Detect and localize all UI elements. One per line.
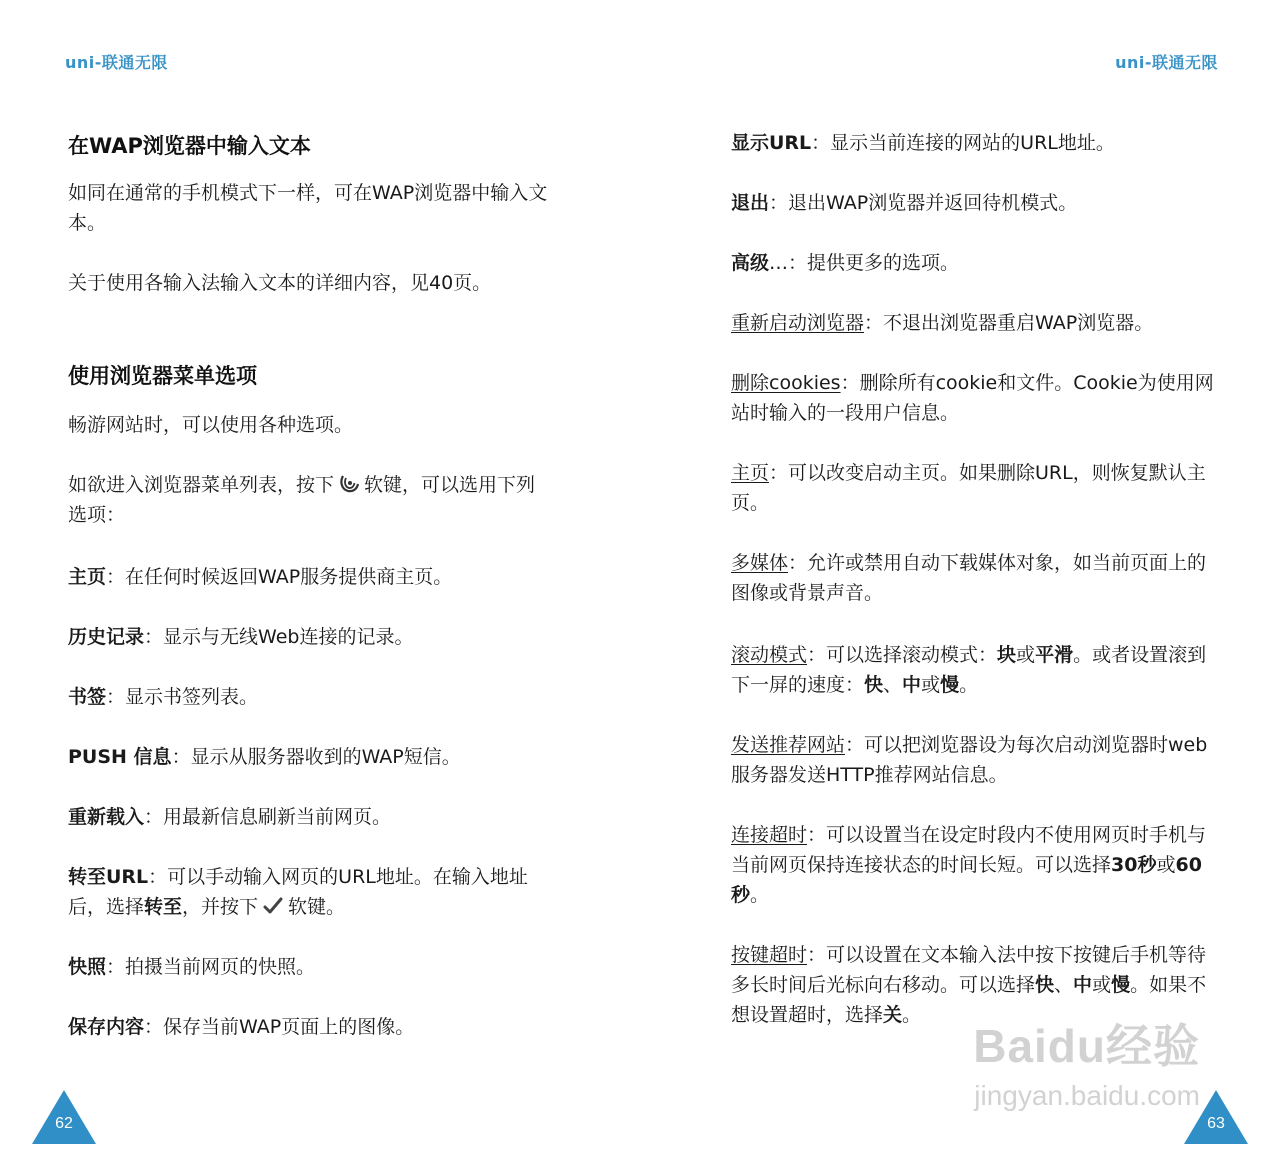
page-number: 63: [1207, 1115, 1225, 1132]
item-option: 慢: [940, 674, 960, 696]
item-desc: 。或者设置滚到下一屏的速度：: [731, 644, 1207, 696]
section-heading-text-input: 在WAP浏览器中输入文本: [68, 134, 311, 158]
paragraph-text: 如欲进入浏览器菜单列表，按下: [68, 474, 335, 496]
item-desc: 。: [959, 674, 979, 696]
item-desc: ：可以设置在文本输入法中按下按键后手机等待多长时间后光标向右移动。可以选择: [731, 944, 1207, 996]
item-term: 高级: [731, 252, 770, 274]
paragraph-text: 软键，可以选用下列选项：: [68, 474, 536, 526]
page-number: 62: [55, 1115, 73, 1132]
list-item: [731, 368, 1217, 428]
list-item: [68, 742, 554, 772]
watermark-logo: Baidu经验: [973, 1020, 1200, 1072]
paragraph: 畅游网站时，可以使用各种选项。: [68, 414, 354, 436]
item-option: 中: [902, 674, 922, 696]
item-term: 保存内容: [68, 1016, 145, 1038]
item-term: 删除cookies: [731, 372, 841, 394]
item-desc: ：显示从服务器收到的WAP短信。: [171, 746, 461, 768]
item-term: 重新启动浏览器: [731, 312, 865, 334]
list-item: [731, 308, 1217, 338]
list-item: [68, 622, 554, 652]
item-term: 按键超时: [731, 944, 808, 966]
item-option: 快: [1035, 974, 1055, 996]
item-desc: 或: [1156, 854, 1176, 876]
item-desc: ：在任何时候返回WAP服务提供商主页。: [106, 566, 453, 588]
item-desc: ：可以改变启动主页。如果删除URL，则恢复默认主页。: [731, 462, 1206, 514]
list-item: [68, 1012, 554, 1042]
item-desc: 、: [883, 674, 903, 696]
item-desc: …：提供更多的选项。: [769, 252, 960, 274]
item-desc: ：显示书签列表。: [106, 686, 259, 708]
item-term: 多媒体: [731, 552, 789, 574]
list-item: [731, 820, 1217, 910]
list-item: [731, 188, 1217, 218]
item-term: 主页: [731, 462, 770, 484]
item-term: PUSH 信息: [68, 746, 172, 768]
item-option: 30秒: [1111, 854, 1157, 876]
baidu-watermark: [890, 1010, 1200, 1120]
item-desc: ：允许或禁用自动下载媒体对象，如当前页面上的图像或背景声音。: [731, 552, 1207, 604]
page-number-badge: [32, 1090, 96, 1144]
item-desc: 。如果不想设置超时，选择: [731, 974, 1207, 1026]
item-desc: 或: [1092, 974, 1112, 996]
brand-logo: uni-联通无限: [1115, 53, 1218, 72]
item-option: 60秒: [731, 854, 1202, 906]
section-heading-menu: 使用浏览器菜单选项: [68, 364, 257, 388]
right-page: [640, 0, 1280, 1172]
item-desc: ，并按下: [182, 896, 259, 918]
item-desc: 或: [921, 674, 941, 696]
item-term: 快照: [68, 956, 107, 978]
item-desc: ：可以把浏览器设为每次启动浏览器时web服务器发送HTTP推荐网站信息。: [731, 734, 1208, 786]
item-term: 滚动模式: [731, 644, 808, 666]
item-desc: ：显示当前连接的网站的URL地址。: [811, 132, 1115, 154]
item-term: 发送推荐网站: [731, 734, 846, 756]
item-desc: ：可以选择滚动模式：: [807, 644, 998, 666]
list-item: [731, 248, 1217, 278]
list-item: [68, 802, 554, 832]
list-item: [68, 682, 554, 712]
list-item: [68, 952, 554, 982]
item-desc: ：拍摄当前网页的快照。: [106, 956, 316, 978]
item-option: 平滑: [1035, 644, 1074, 666]
item-term: 显示URL: [731, 132, 812, 154]
item-term: 书签: [68, 686, 107, 708]
browser-softkey-icon: [338, 473, 360, 495]
item-option: 关: [883, 1004, 903, 1026]
item-term: 转至URL: [68, 866, 149, 888]
item-desc: ：用最新信息刷新当前网页。: [144, 806, 392, 828]
list-item: [68, 862, 554, 922]
item-option: 转至: [144, 896, 183, 918]
item-option: 中: [1073, 974, 1093, 996]
item-desc: ：退出WAP浏览器并返回待机模式。: [769, 192, 1078, 214]
item-desc: 。: [750, 884, 770, 906]
item-term: 历史记录: [68, 626, 145, 648]
item-desc: ：可以设置当在设定时段内不使用网页时手机与当前网页保持连接状态的时间长短。可以选择: [731, 824, 1207, 876]
list-item: [731, 458, 1217, 518]
brand-logo: uni-联通无限: [65, 53, 168, 72]
watermark-url: jingyan.baidu.com: [974, 1080, 1200, 1111]
item-option: 快: [864, 674, 884, 696]
item-desc: ：保存当前WAP页面上的图像。: [144, 1016, 415, 1038]
list-item: [731, 730, 1217, 790]
checkmark-softkey-icon: [262, 895, 284, 917]
item-desc: ：可以手动输入网页的URL地址。在输入地址后，选择: [68, 866, 528, 918]
item-desc: 或: [1016, 644, 1036, 666]
paragraph: 关于使用各输入法输入文本的详细内容，见40页。: [68, 272, 492, 294]
item-option: 块: [997, 644, 1017, 666]
list-item: [731, 640, 1217, 700]
list-item: [731, 128, 1217, 158]
paragraph: 如同在通常的手机模式下一样，可在WAP浏览器中输入文本。: [68, 182, 548, 234]
item-desc: ：显示与无线Web连接的记录。: [144, 626, 414, 648]
item-desc: 。: [902, 1004, 922, 1026]
item-option: 慢: [1111, 974, 1131, 996]
item-desc: 软键。: [288, 896, 346, 918]
list-item: [731, 548, 1217, 608]
item-desc: 、: [1054, 974, 1074, 996]
item-desc: ：删除所有cookie和文件。Cookie为使用网站时输入的一段用户信息。: [731, 372, 1214, 424]
item-term: 重新载入: [68, 806, 145, 828]
item-term: 退出: [731, 192, 770, 214]
item-term: 连接超时: [731, 824, 808, 846]
item-desc: ：不退出浏览器重启WAP浏览器。: [864, 312, 1154, 334]
item-term: 主页: [68, 566, 107, 588]
list-item: [68, 562, 554, 592]
paragraph: [68, 470, 554, 530]
